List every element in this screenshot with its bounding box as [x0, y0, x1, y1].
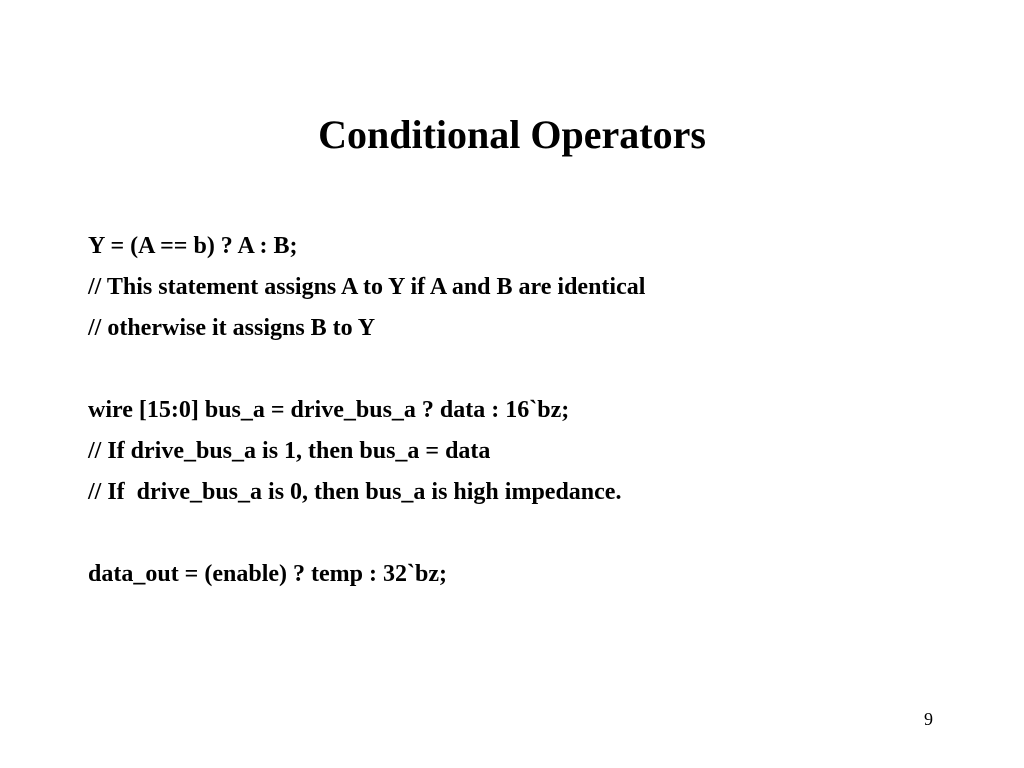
code-line-data-out: data_out = (enable) ? temp : 32`bz; [88, 561, 447, 587]
comment-line-drive-zero: // If drive_bus_a is 0, then bus_a is high impedance. [88, 479, 622, 505]
slide-title: Conditional Operators [318, 112, 706, 157]
comment-line-assigns-b: // otherwise it assigns B to Y [88, 315, 376, 341]
code-line-ternary-assignment: Y = (A == b) ? A : B; [88, 233, 298, 259]
page-number: 9 [924, 709, 933, 729]
comment-line-drive-one: // If drive_bus_a is 1, then bus_a = data [88, 438, 491, 464]
comment-line-assigns-a: // This statement assigns A to Y if A and B are identical [88, 274, 646, 300]
code-line-wire-bus: wire [15:0] bus_a = drive_bus_a ? data : 16`bz; [88, 397, 570, 423]
